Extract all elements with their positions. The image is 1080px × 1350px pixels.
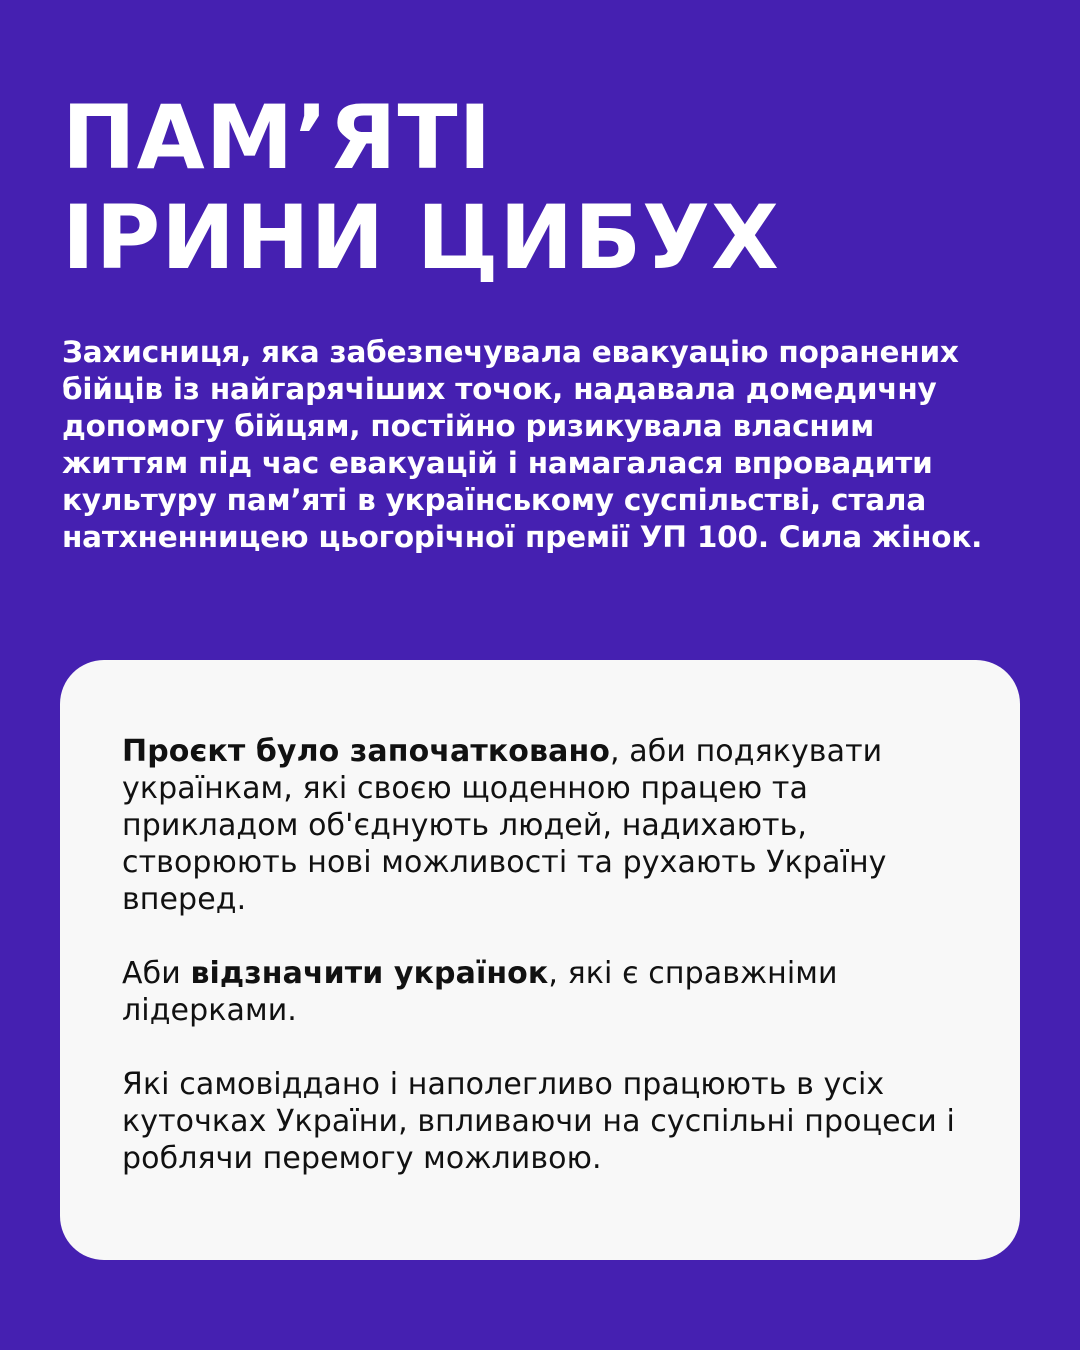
intro-line: культуру пам’яті в українському суспільстві, стала (62, 483, 927, 517)
card-paragraph-1-text: , аби подякувати українкам, які своєю щоденною працею та прикладом об'єднують людей, надихають, створюють нові можливості та рухають Україну вперед. (122, 734, 887, 917)
card-paragraph-1 (122, 733, 982, 918)
card-paragraph-2 (122, 955, 982, 1029)
card-paragraph-1-bold: Проєкт було започатковано (122, 734, 610, 769)
intro-paragraph (62, 334, 1032, 556)
intro-line: натхненницею цьогорічної премії УП 100. Сила жінок. (62, 520, 983, 554)
intro-line: бійців із найгарячіших точок, надавала домедичну (62, 372, 937, 406)
info-card (60, 660, 1020, 1260)
intro-line: допомогу бійцям, постійно ризикувала власним (62, 409, 874, 443)
page-title (62, 88, 1022, 288)
title-line-1: ПАМ’ЯТІ (62, 86, 493, 189)
intro-line: життям під час евакуацій і намагалася впровадити (62, 446, 933, 480)
card-paragraph-3 (122, 1066, 982, 1177)
card-paragraph-2-bold: відзначити українок (190, 956, 549, 991)
card-paragraph-3-text: Які самовіддано і наполегливо працюють в усіх куточках України, впливаючи на суспільні процеси і роблячи перемогу можливою. (122, 1067, 955, 1176)
intro-line: Захисниця, яка забезпечувала евакуацію поранених (62, 335, 959, 369)
card-paragraph-2-text: , які є справжніми лідерками. (122, 956, 838, 1028)
card-text (122, 733, 982, 1177)
card-paragraph-2-lead: Аби (122, 956, 191, 991)
title-line-2: ІРИНИ ЦИБУХ (62, 186, 780, 289)
